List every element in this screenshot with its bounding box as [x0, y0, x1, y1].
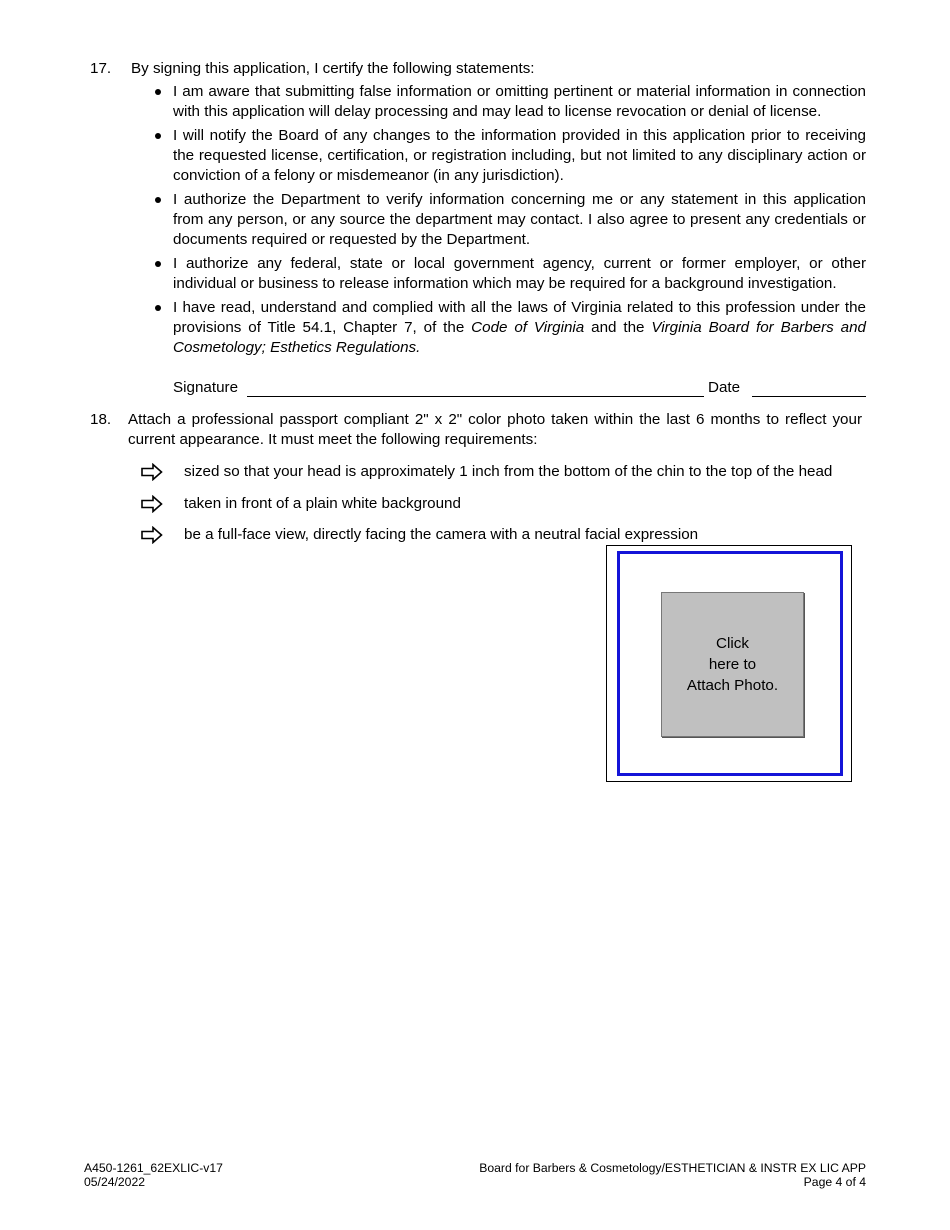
signature-row [173, 378, 866, 398]
page-number: Page 4 of 4 [803, 1175, 866, 1189]
footer-left [84, 1161, 223, 1189]
section-17-heading-text: By signing this application, I certify the following statements: [131, 60, 535, 77]
attach-photo-label: here to [708, 656, 757, 673]
certification-item [153, 254, 866, 294]
attach-photo-label: Attach Photo. [686, 677, 779, 694]
requirement-text: sized so that your head is approximately 1 inch from the bottom of the chin to the top of the head [184, 463, 833, 480]
certification-item-text: I authorize any federal, state or local government agency, current or former employer, or other individual or business to release information which may be required for a background investigation. [173, 255, 866, 292]
bullet-icon [155, 133, 161, 139]
right-arrow-outline-icon [141, 463, 163, 481]
bullet-icon [155, 197, 161, 203]
regulations-citation: Virginia Board for Barbers and Cosmetology; Esthetics Regulations. [173, 319, 866, 356]
section-17-number: 17. [90, 60, 112, 77]
section-18-text: Attach a professional passport compliant 2" x 2" color photo taken within the last 6 months to reflect your current appearance. It must meet the following requirements: [128, 411, 862, 448]
footer-right [479, 1161, 866, 1189]
requirement-text: be a full-face view, directly facing the camera with a neutral facial expression [184, 526, 699, 543]
attach-photo-button[interactable] [661, 592, 804, 737]
form-id: A450-1261_62EXLIC-v17 [84, 1161, 223, 1175]
certification-item [153, 190, 866, 250]
signature-label: Signature [173, 379, 239, 396]
right-arrow-outline-icon [141, 526, 163, 544]
section-18 [90, 410, 862, 450]
bullet-icon [155, 89, 161, 95]
certification-item [153, 298, 866, 358]
form-date: 05/24/2022 [84, 1175, 145, 1189]
certification-item-text: and the [584, 319, 652, 336]
certification-item [153, 82, 866, 122]
certification-item-text: I will notify the Board of any changes to the information provided in this application prior to receiving the requested license, certification, or registration including, but not limited to any disciplinary action or conviction of a felony or misdemeanor (in any jurisdiction). [173, 127, 866, 184]
signature-field[interactable] [247, 396, 704, 397]
photo-attachment-box [606, 545, 852, 782]
photo-frame [617, 551, 843, 776]
certification-item [153, 126, 866, 186]
date-field[interactable] [752, 396, 866, 397]
right-arrow-outline-icon [141, 495, 163, 513]
section-17-heading [90, 59, 535, 79]
code-of-virginia-citation: Code of Virginia [471, 319, 585, 336]
bullet-icon [155, 305, 161, 311]
requirement-text: taken in front of a plain white background [184, 495, 461, 512]
certification-list [153, 82, 866, 362]
bullet-icon [155, 261, 161, 267]
attach-photo-label: Click [716, 635, 749, 652]
certification-item-text: I have read, understand and complied with all the laws of Virginia related to this profession under the provisions of Title 54.1, Chapter 7, of the [173, 299, 866, 336]
section-18-number: 18. [90, 411, 112, 428]
date-label: Date [708, 379, 741, 396]
certification-item-text: I authorize the Department to verify information concerning me or any statement in this application from any person, or any source the department may contact. I also agree to present any credentials or documents required or requested by the Department. [173, 191, 866, 248]
board-title: Board for Barbers & Cosmetology/ESTHETICIAN & INSTR EX LIC APP [479, 1161, 866, 1175]
certification-item-text: I am aware that submitting false information or omitting pertinent or material information in connection with this application will delay processing and may lead to license revocation or denial of license. [173, 83, 866, 120]
